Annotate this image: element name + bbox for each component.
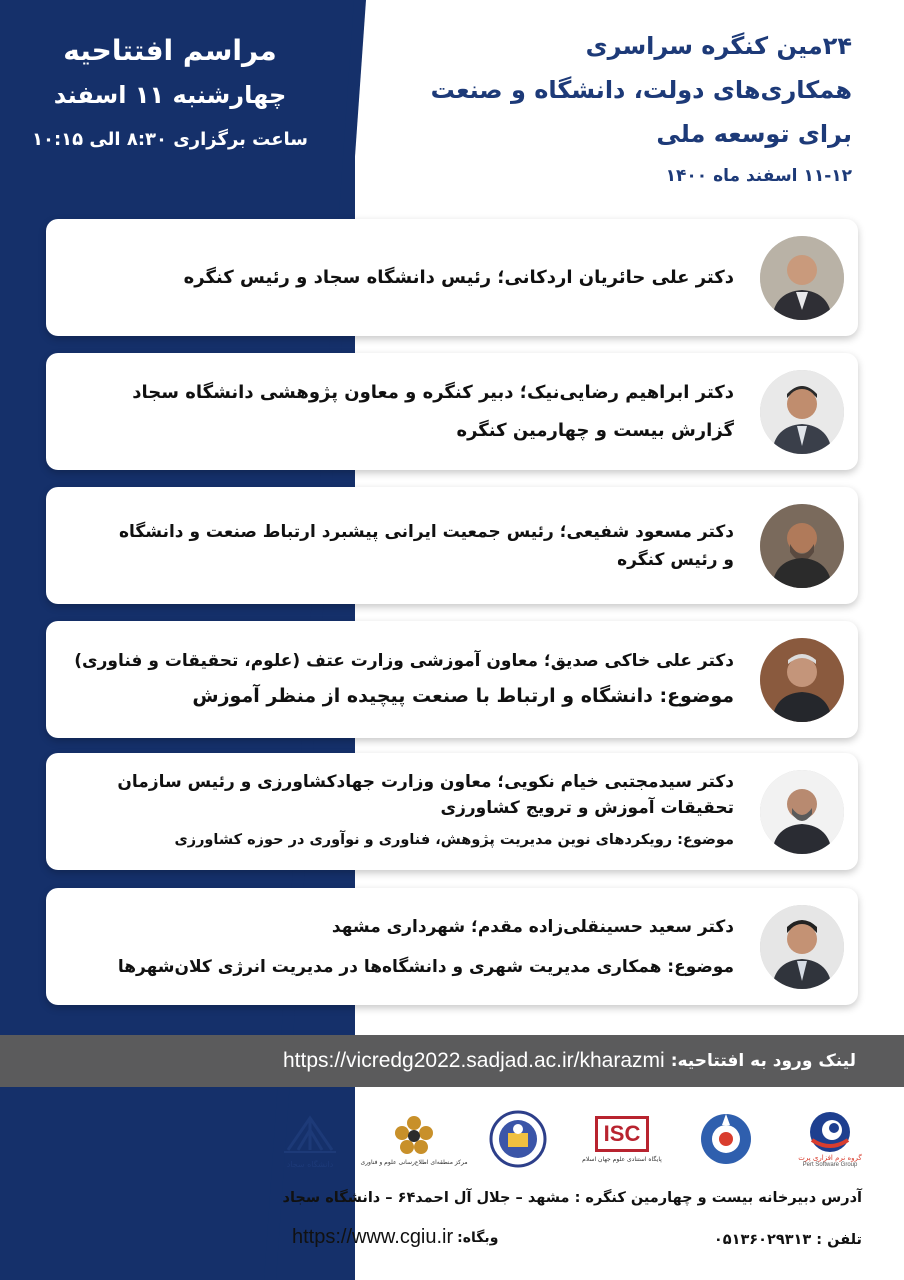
sponsor-logos [270,1098,870,1180]
speaker-card-4 [46,621,858,738]
join-link-url[interactable]: https://vicredg2022.sadjad.ac.ir/kharazmi [283,1049,665,1072]
congress-title-line-1: ۲۴مین کنگره سراسری [585,32,852,60]
speaker-topic: موضوع: دانشگاه و ارتباط با صنعت پیچیده از منظر آموزش [192,684,734,707]
ceremony-date: چهارشنبه ۱۱ اسفند [53,81,287,109]
isc-logo-caption: پایگاه استنادی علوم جهان اسلام [582,1155,662,1163]
sadjad-logo [270,1103,350,1175]
opening-ceremony-header [20,30,320,162]
speaker-photo [760,905,844,989]
speaker-photo [760,370,844,454]
emblem-logo [478,1103,558,1175]
speaker-name-role: دکتر علی خاکی صدیق؛ معاون آموزشی وزارت عتف (علوم، تحقیقات و فناوری) [74,650,734,671]
association-logo [686,1103,766,1175]
pert-logo-caption-en: Pert Software Group [802,1162,858,1168]
speaker-card-2 [46,353,858,470]
join-link-label: لینک ورود به افتتاحیه: [670,1051,856,1071]
website-label: وبگاه: [457,1229,499,1246]
ceremony-title: مراسم افتتاحیه [63,34,277,67]
join-link-bar [0,1035,904,1087]
speaker-topic: گزارش بیست و چهارمین کنگره [456,419,734,441]
speaker-name-role-cont: و رئیس کنگره [617,549,734,570]
isc-logo-mark: ISC [595,1116,650,1152]
website-url[interactable]: https://www.cgiu.ir [292,1226,454,1248]
secretariat-address: آدرس دبیرخانه بیست و چهارمین کنگره : مشهد – جلال آل احمد۶۴ – دانشگاه سجاد [282,1190,862,1206]
ceremony-time: ساعت برگزاری ۸:۳۰ الی ۱۰:۱۵ [31,129,308,150]
speaker-card-1 [46,219,858,336]
speaker-card-3 [46,487,858,604]
congress-dates: ۱۱-۱۲ اسفند ماه ۱۴۰۰ [665,166,852,186]
congress-title-line-3: برای توسعه ملی [656,120,852,148]
speaker-photo [760,236,844,320]
speaker-card-5 [46,753,858,870]
phone-number: تلفن : ۰۵۱۳۶۰۲۹۳۱۳ [713,1232,862,1248]
speaker-topic: موضوع: همکاری مدیریت شهری و دانشگاه‌ها در مدیریت انرژی کلان‌شهرها [117,956,734,977]
speaker-name-role: دکتر سیدمجتبی خیام نکویی؛ معاون وزارت جهادکشاورزی و رئیس سازمان [117,771,734,792]
speaker-name-role: دکتر سعید حسینقلی‌زاده مقدم؛ شهرداری مشهد [331,916,734,937]
congress-title-line-2: همکاری‌های دولت، دانشگاه و صنعت [430,76,852,104]
website [292,1226,498,1249]
congress-header [392,24,852,196]
pert-logo-caption: گروه نرم افزاری پرت [798,1154,862,1162]
flower-logo [360,1103,468,1175]
speaker-card-6 [46,888,858,1005]
speaker-photo [760,638,844,722]
speaker-name-role-cont: تحقیقات آموزش و ترویج کشاورزی [440,797,734,818]
speaker-photo [760,504,844,588]
speaker-name-role: دکتر ابراهیم رضایی‌نیک؛ دبیر کنگره و معاون پژوهشی دانشگاه سجاد [132,381,734,403]
speaker-name-role: دکتر علی حائریان اردکانی؛ رئیس دانشگاه سجاد و رئیس کنگره [183,266,734,288]
speaker-photo [760,770,844,854]
speaker-name-role: دکتر مسعود شفیعی؛ رئیس جمعیت ایرانی پیشبرد ارتباط صنعت و دانشگاه [118,521,734,542]
sadjad-logo-caption: دانشگاه سجاد [286,1159,334,1169]
speaker-topic: موضوع: رویکردهای نوین مدیریت پژوهش، فناوری و نوآوری در حوزه کشاورزی [174,831,734,848]
flower-logo-caption: مرکز منطقه‌ای اطلاع‌رسانی علوم و فناوری [360,1158,468,1166]
isc-logo [582,1103,662,1175]
pert-logo [790,1103,870,1175]
